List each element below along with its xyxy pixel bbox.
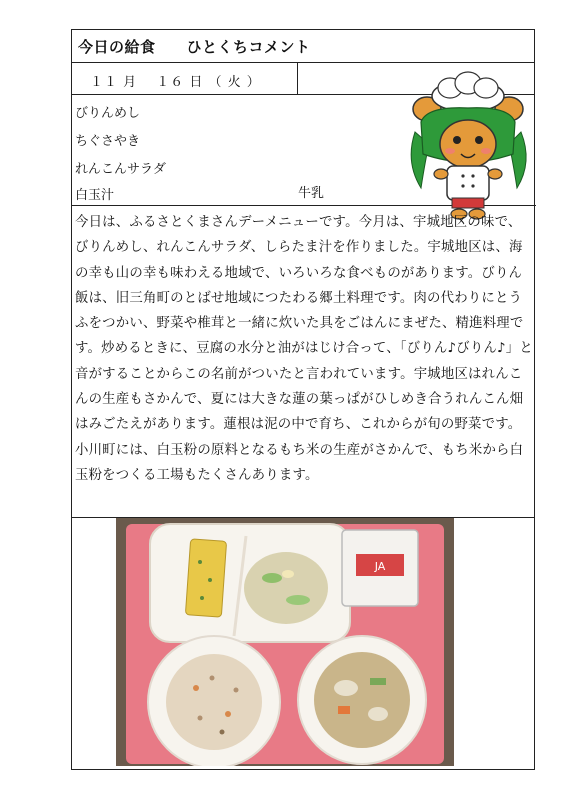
menu-item: れんこんサラダ xyxy=(75,162,166,177)
birin-meshi xyxy=(166,654,262,750)
title-row xyxy=(72,30,534,63)
renkon-salad xyxy=(244,552,328,624)
mascot-chef-coat xyxy=(447,166,489,200)
menu-item: びりんめし xyxy=(75,106,141,121)
menu-item: ちぐさやき xyxy=(75,134,141,149)
chigusa-yaki xyxy=(185,539,226,617)
mascot-illustration xyxy=(405,62,535,222)
comment-text: 今日は、ふるさとくまさんデーメニューです。今月は、宇城地区の味で、びりんめし、れんこんサラダ、しらたま汁を作りました。宇城地区は、海の幸も山の幸も味わえる地域で、いろいろな食べものがあります。びりん飯は、旧三角町のとばせ地域につたわる郷土料理です。肉の代わりにとうふをつかい、野菜や椎茸と一緒に炊いた具をごはんにまぜた、精進料理です。炒めるときに、豆腐の水分と油がはじけ合って、「びりん♪びりん♪」と音がすることからこの名前がついたと言われています。宇城地区はれんこんの生産もさかんで、夏には大きな蓮の葉っぱがひしめき合うれんこん畑はみごたえがあります。蓮根は泥の中で育ち、これからが旬の野菜です。小川町には、白玉粉の原料となるもち米の生産がさかんで、もち米から白玉粉をつくる工場もたくさんあります。 xyxy=(75,215,533,483)
menu-item: 白玉汁 xyxy=(75,188,115,203)
shiratama-jiru xyxy=(314,652,410,748)
page-title: 今日の給食 ひとくちコメント xyxy=(78,38,311,56)
mascot-eye-left xyxy=(453,136,461,144)
date-text: １１ 月 １６ 日 （ 火 ） xyxy=(90,75,261,90)
date-divider xyxy=(297,63,298,94)
lunch-comment-sheet xyxy=(71,29,535,770)
milk-carton-label: JA xyxy=(374,560,386,573)
mascot-eye-right xyxy=(475,136,483,144)
mascot-face xyxy=(440,120,496,168)
lunch-photo xyxy=(116,518,454,766)
menu-drink: 牛乳 xyxy=(298,186,325,201)
